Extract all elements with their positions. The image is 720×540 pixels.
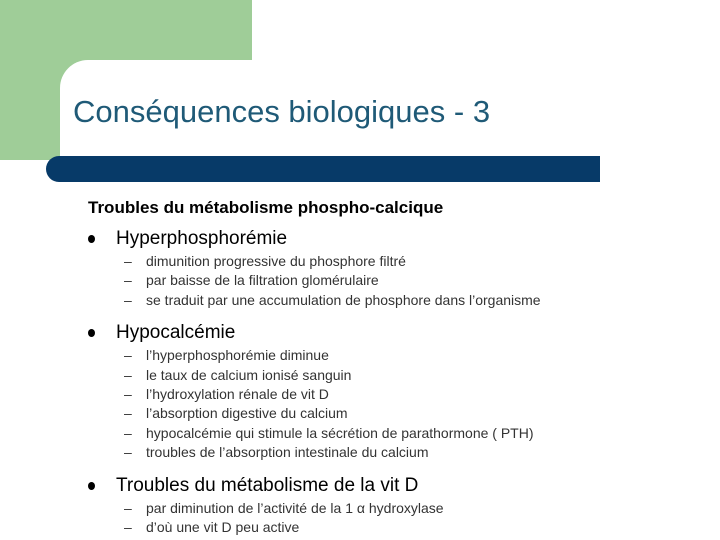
section-heading-label: Troubles du métabolisme de la vit D [116,474,419,496]
dash-icon: – [124,424,132,441]
dash-icon: – [124,444,132,461]
list-item-text: l’absorption digestive du calcium [146,405,348,422]
list-item-text: dimunition progressive du phosphore filtré [146,253,406,269]
list-item [88,424,708,443]
list-item [88,346,708,365]
dash-icon: – [124,518,132,535]
list-item-text: le taux de calcium ionisé sanguin [146,366,352,383]
section-heading-label: Hypocalcémie [116,322,236,344]
bullet-icon [88,235,95,243]
list-item-text: par baisse de la filtration glomérulaire [146,272,379,289]
slide-content [88,196,708,537]
bullet-icon [88,329,95,337]
section-heading [88,473,708,499]
dash-icon: – [124,272,132,289]
list-item-text: troubles de l’absorption intestinale du calcium [146,444,429,461]
list-item [88,443,708,462]
list-item [88,404,708,423]
sub-list [88,499,708,538]
list-item-text: l’hydroxylation rénale de vit D [146,385,329,402]
section-hyperphosphoremie [88,226,708,310]
list-item-text: par diminution de l’activité de la 1 α hydroxylase [146,499,444,516]
list-item [88,499,708,518]
list-item [88,291,708,310]
section-vit-d [88,473,708,538]
dash-icon: – [124,253,132,269]
title-underline-bar [46,156,600,182]
dash-icon: – [124,291,132,308]
section-hypocalcemie [88,320,708,462]
section-heading-label: Hyperphosphorémie [116,228,288,249]
dash-icon: – [124,385,132,402]
list-item [88,385,708,404]
list-item-text: d’où une vit D peu active [146,518,300,535]
slide-title: Conséquences biologiques - 3 [73,94,491,129]
dash-icon: – [124,499,132,516]
list-item-text: hypocalcémie qui stimule la sécrétion de parathormone ( PTH) [146,424,534,441]
bullet-icon [88,482,95,490]
list-item [88,252,708,271]
dash-icon: – [124,366,132,383]
list-item [88,271,708,290]
dash-icon: – [124,347,132,364]
dash-icon: – [124,405,132,422]
slide-subtitle: Troubles du métabolisme phospho-calcique [88,198,444,217]
section-heading [88,226,708,252]
sub-list [88,346,708,462]
section-heading [88,320,708,346]
list-item-text: l’hyperphosphorémie diminue [146,347,329,364]
list-item [88,366,708,385]
list-item-text: se traduit par une accumulation de phosphore dans l’organisme [146,291,541,308]
sub-list [88,252,708,310]
list-item [88,518,708,537]
